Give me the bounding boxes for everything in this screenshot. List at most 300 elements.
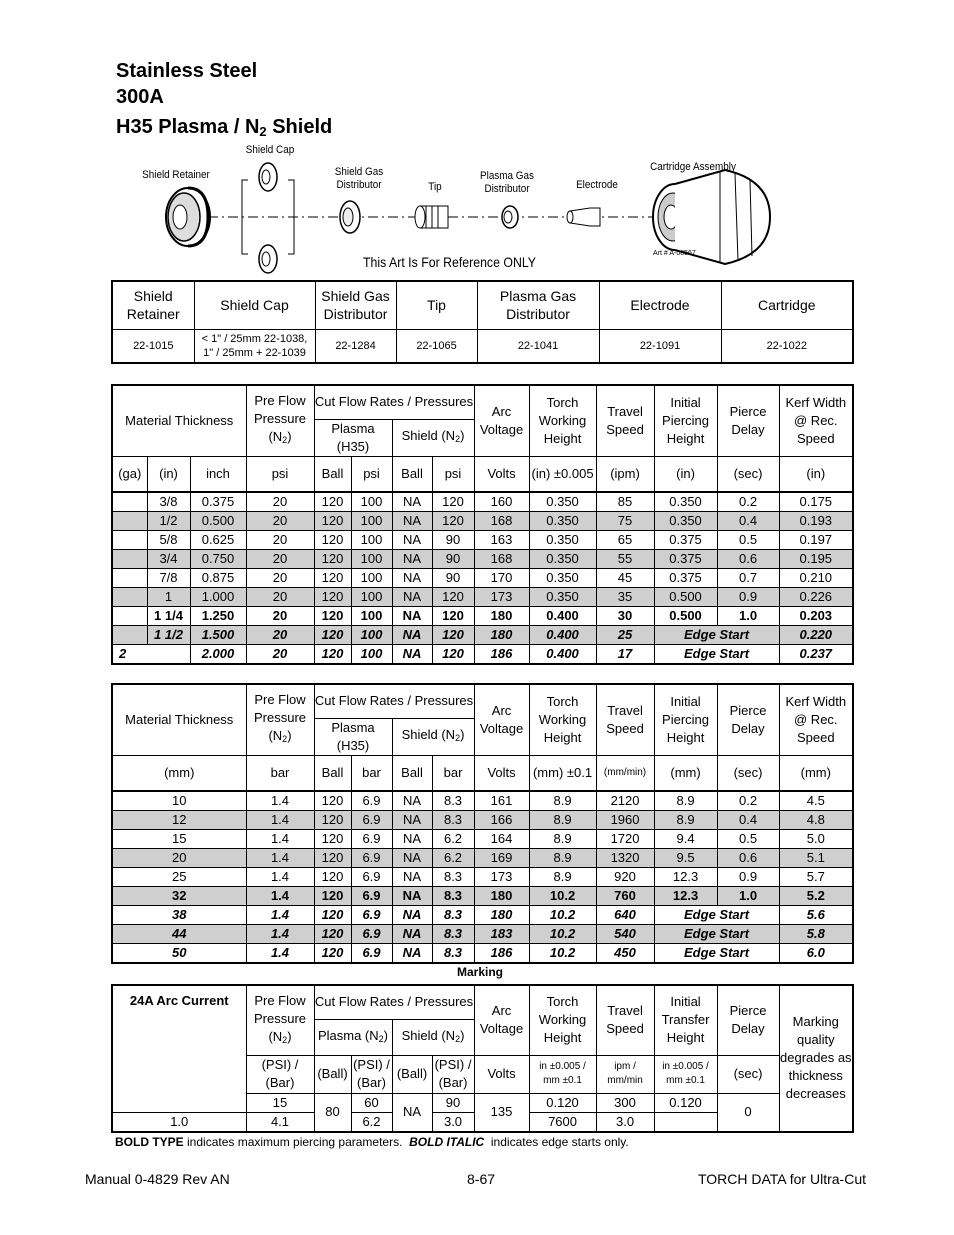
arc-voltage-header: Arc Voltage [474,684,529,755]
data-cell: 0.375 [654,531,717,550]
data-cell: 0.350 [654,492,717,512]
data-cell: 5.8 [779,925,853,944]
cut-flow-header: Cut Flow Rates / Pressures [314,985,474,1019]
table-row [112,512,853,531]
art-number: Art # A-08567 [653,250,696,257]
data-cell: 3/4 [147,550,190,569]
pierce-delay-header: Pierce Delay [717,684,779,755]
unit-cell: (in) [654,456,717,492]
data-cell: 8.9 [529,868,596,887]
data-cell: 8.3 [432,925,474,944]
data-cell: 20 [246,492,314,512]
table-row [112,531,853,550]
data-cell: 6.9 [351,944,392,964]
data-cell: 80 [314,1093,351,1132]
data-cell: 180 [474,887,529,906]
table-row [112,887,853,906]
data-cell: 60 [351,1093,392,1112]
data-cell: 120 [314,550,351,569]
data-cell: 100 [351,569,392,588]
unit-cell: Volts [474,1055,529,1093]
data-cell: 25 [112,868,246,887]
data-cell: 0.4 [717,811,779,830]
imperial-units-row [112,456,853,492]
data-cell: 120 [314,512,351,531]
data-cell: 4.8 [779,811,853,830]
torch-height-header: Torch Working Height [529,385,596,456]
data-cell: 20 [246,531,314,550]
data-cell: 3/8 [147,492,190,512]
tip-label: Tip [428,181,442,193]
data-cell: 8.3 [432,906,474,925]
unit-cell: (sec) [717,1055,779,1093]
unit-cell: psi [246,456,314,492]
page-title-amperage: 300A [116,86,164,108]
data-cell: 0 [717,1093,779,1132]
unit-cell: (mm) [779,755,853,791]
data-cell: 1.4 [246,868,314,887]
data-cell: NA [392,849,432,868]
unit-cell: bar [432,755,474,791]
data-cell [112,531,147,550]
data-cell: 0.5 [717,531,779,550]
data-cell: 120 [432,626,474,645]
data-cell: 55 [596,550,654,569]
data-cell: 6.2 [432,849,474,868]
data-cell: 0.350 [529,588,596,607]
data-cell: 8.9 [529,849,596,868]
table-row [112,550,853,569]
pierce-delay-header: Pierce Delay [717,385,779,456]
data-cell: 180 [474,626,529,645]
data-cell: 1/2 [147,512,190,531]
torch-height-header: Torch Working Height [529,684,596,755]
plasma-gas-distributor-label: Plasma Gas Distributor [480,170,534,195]
marking-chart [111,984,854,1133]
data-cell: 100 [351,492,392,512]
data-cell: 20 [246,550,314,569]
data-cell: 0.500 [654,607,717,626]
parts-header-cell: Shield Cap [194,281,315,329]
data-cell: 120 [314,887,351,906]
unit-cell: in ±0.005 / mm ±0.1 [529,1055,596,1093]
data-cell: NA [392,550,432,569]
data-cell: 65 [596,531,654,550]
marking-label: Marking [457,965,504,979]
data-cell: 2120 [596,791,654,811]
part-number-cell: 22-1065 [396,329,477,363]
data-cell: 6.9 [351,868,392,887]
data-cell: 9.5 [654,849,717,868]
piercing-height-header: Initial Piercing Height [654,684,717,755]
data-cell: 0.625 [190,531,246,550]
data-cell: 0.350 [529,531,596,550]
data-cell: 0.350 [529,550,596,569]
table-row [112,607,853,626]
cut-flow-header: Cut Flow Rates / Pressures [314,385,474,419]
data-cell: Edge Start [654,626,779,645]
data-cell: 120 [314,811,351,830]
arc-voltage-header: Arc Voltage [474,385,529,456]
data-cell: 920 [596,868,654,887]
unit-cell: bar [246,755,314,791]
unit-cell: (Ball) [392,1055,432,1093]
data-cell: 90 [432,569,474,588]
unit-cell: (mm) [654,755,717,791]
data-cell: 8.9 [529,811,596,830]
data-cell: NA [392,868,432,887]
data-cell [112,492,147,512]
unit-cell: (PSI) / (Bar) [246,1055,314,1093]
unit-cell: (mm/min) [596,755,654,791]
data-cell: 6.9 [351,887,392,906]
part-number-cell: 22-1091 [599,329,721,363]
data-cell: 6.2 [351,1112,392,1132]
data-cell: 30 [596,607,654,626]
data-cell: 10.2 [529,906,596,925]
data-cell: 0.237 [779,645,853,665]
data-cell: 163 [474,531,529,550]
data-cell: 161 [474,791,529,811]
data-cell: 173 [474,868,529,887]
data-cell: 120 [314,791,351,811]
unit-cell: psi [432,456,474,492]
data-cell: 0.226 [779,588,853,607]
unit-cell: (mm) ±0.1 [529,755,596,791]
data-cell: 760 [596,887,654,906]
data-cell: 1.4 [246,887,314,906]
footer-section: TORCH DATA for Ultra-Cut [697,1171,866,1187]
data-cell: 100 [351,626,392,645]
data-cell: 5.1 [779,849,853,868]
table-row [112,849,853,868]
table-row [112,626,853,645]
unit-cell: Ball [314,755,351,791]
data-cell: 1.4 [246,791,314,811]
data-cell: 5.6 [779,906,853,925]
data-cell: 180 [474,607,529,626]
data-cell: NA [392,830,432,849]
data-cell: 1960 [596,811,654,830]
data-cell: 0.7 [717,569,779,588]
parts-header-cell: Shield Retainer [112,281,194,329]
data-cell: 0.750 [190,550,246,569]
table-row [112,492,853,512]
data-cell: 168 [474,512,529,531]
data-cell: NA [392,887,432,906]
data-cell: 0.195 [779,550,853,569]
data-cell: 1320 [596,849,654,868]
data-cell: 0.400 [529,645,596,665]
data-cell: 1.250 [190,607,246,626]
table-row [112,811,853,830]
data-cell: 1 1/4 [147,607,190,626]
data-cell: NA [392,944,432,964]
data-cell: NA [392,607,432,626]
data-cell: 3.0 [596,1112,654,1132]
data-cell: 20 [246,645,314,665]
data-cell: 8.3 [432,944,474,964]
marking-quality-note: Marking quality degrades as thickness decreases [779,985,853,1132]
data-cell: 12.3 [654,887,717,906]
parts-header-row [112,281,853,329]
data-cell [112,550,147,569]
shield-header: Shield $(N_2)$ [392,718,474,755]
data-cell: 173 [474,588,529,607]
unit-cell: Volts [474,456,529,492]
data-cell: Edge Start [654,944,779,964]
data-cell: 8.3 [432,868,474,887]
data-cell: NA [392,512,432,531]
data-cell: NA [392,645,432,665]
data-cell: NA [392,906,432,925]
data-cell: 4.5 [779,791,853,811]
data-cell: 120 [432,492,474,512]
data-cell: 9.4 [654,830,717,849]
unit-cell: (in) [779,456,853,492]
data-cell: 120 [314,569,351,588]
data-cell: 640 [596,906,654,925]
data-cell: 186 [474,944,529,964]
torch-parts-illustration [120,140,840,280]
data-cell: 160 [474,492,529,512]
data-cell: 6.9 [351,925,392,944]
page-title-material: Stainless Steel [116,60,258,82]
data-cell: 0.193 [779,512,853,531]
data-cell: 1720 [596,830,654,849]
data-cell: 6.9 [351,830,392,849]
data-cell: 170 [474,569,529,588]
data-cell: 0.6 [717,849,779,868]
data-cell: NA [392,626,432,645]
metric-units-row [112,755,853,791]
arc-current-header: 24A Arc Current [112,985,246,1112]
data-cell: 0.220 [779,626,853,645]
data-cell: NA [392,588,432,607]
arc-voltage-header: Arc Voltage [474,985,529,1055]
torch-height-header: Torch Working Height [529,985,596,1055]
unit-cell: (sec) [717,755,779,791]
data-cell: 10 [112,791,246,811]
table-row [112,569,853,588]
data-cell: 6.9 [351,849,392,868]
data-cell: 450 [596,944,654,964]
parts-header-cell: Cartridge [721,281,853,329]
footer-manual: Manual 0-4829 Rev AN [85,1171,230,1187]
table-row [112,588,853,607]
data-cell: 100 [351,607,392,626]
parts-header-cell: Electrode [599,281,721,329]
part-number-cell: 22-1041 [477,329,599,363]
data-cell: 120 [314,645,351,665]
data-cell: 120 [314,492,351,512]
data-cell: 15 [246,1093,314,1112]
data-cell: 8.9 [529,830,596,849]
footer-page-number: 8-67 [467,1171,496,1187]
table-row [112,925,853,944]
data-cell: Edge Start [654,925,779,944]
table-row [112,944,853,964]
unit-cell: (in) ±0.005 [529,456,596,492]
data-cell: 0.120 [529,1093,596,1112]
data-cell: 100 [351,531,392,550]
data-cell [112,569,147,588]
data-cell: 166 [474,811,529,830]
travel-speed-header: Travel Speed [596,684,654,755]
data-cell: 0.350 [529,569,596,588]
data-cell: 0.375 [190,492,246,512]
preflow-header: Pre Flow Pressure $(N_2)$ [246,684,314,755]
shield-header: Shield $(N_2)$ [392,419,474,456]
data-cell: 120 [314,588,351,607]
unit-cell: Volts [474,755,529,791]
data-cell: 1.4 [246,906,314,925]
data-cell: 6.9 [351,811,392,830]
data-cell: 12.3 [654,868,717,887]
data-cell: 10.2 [529,887,596,906]
data-cell: 10.2 [529,944,596,964]
travel-speed-header: Travel Speed [596,985,654,1055]
table-row [112,868,853,887]
imperial-cut-chart [111,384,854,665]
data-cell: 0.9 [717,588,779,607]
data-cell: 0.400 [529,607,596,626]
data-cell: 0.197 [779,531,853,550]
kerf-width-header: Kerf Width @ Rec. Speed [779,684,853,755]
data-cell: 8.3 [432,887,474,906]
data-cell: 12 [112,811,246,830]
table-row [112,830,853,849]
data-cell: 100 [351,550,392,569]
data-cell: 120 [314,925,351,944]
data-cell: 8.3 [432,811,474,830]
pierce-delay-header: Pierce Delay [717,985,779,1055]
data-cell: 0.175 [779,492,853,512]
data-cell: 0.203 [779,607,853,626]
data-cell [112,588,147,607]
data-cell: 0.375 [654,550,717,569]
unit-cell: (Ball) [314,1055,351,1093]
data-cell: 17 [596,645,654,665]
shield-cap-label: Shield Cap [245,144,295,156]
data-cell: 6.0 [779,944,853,964]
parts-header-cell: Shield Gas Distributor [315,281,396,329]
data-cell: 120 [314,849,351,868]
unit-cell: (sec) [717,456,779,492]
unit-cell: ipm / mm/min [596,1055,654,1093]
page-title-gas: H35 Plasma / $N_2$ Shield [116,116,333,139]
data-cell: 540 [596,925,654,944]
data-cell: 168 [474,550,529,569]
data-cell: 0.120 [654,1093,717,1112]
unit-cell: (ga) [112,456,147,492]
data-cell: 0.500 [190,512,246,531]
table-row [112,906,853,925]
data-cell: 0.350 [654,512,717,531]
data-cell: 90 [432,531,474,550]
unit-cell: in ±0.005 / mm ±0.1 [654,1055,717,1093]
unit-cell: inch [190,456,246,492]
table-row [112,645,853,665]
data-cell: 5/8 [147,531,190,550]
data-cell: 120 [314,830,351,849]
data-cell: 6.9 [351,791,392,811]
unit-cell: Ball [314,456,351,492]
data-cell: NA [392,531,432,550]
data-cell: 1 1/2 [147,626,190,645]
data-cell: 183 [474,925,529,944]
data-cell: 120 [314,906,351,925]
material-thickness-header: Material Thickness [112,385,246,456]
data-cell: 32 [112,887,246,906]
data-cell: 44 [112,925,246,944]
data-cell: 1 [147,588,190,607]
preflow-header: Pre Flow Pressure $(N_2)$ [246,985,314,1055]
data-cell: 1.4 [246,944,314,964]
data-cell: 90 [432,1093,474,1112]
part-number-cell: 22-1022 [721,329,853,363]
data-cell: 169 [474,849,529,868]
parts-header-cell: Tip [396,281,477,329]
data-cell: 20 [246,588,314,607]
data-cell: 5.0 [779,830,853,849]
data-cell: 120 [314,607,351,626]
unit-cell: (PSI) / (Bar) [351,1055,392,1093]
data-cell: 100 [351,512,392,531]
data-cell: 0.2 [717,791,779,811]
data-cell: 164 [474,830,529,849]
data-cell: 50 [112,944,246,964]
data-cell: 180 [474,906,529,925]
data-cell: 120 [432,607,474,626]
unit-cell: Ball [392,456,432,492]
data-cell: 8.3 [432,791,474,811]
metric-header-row [112,684,853,718]
piercing-height-header: Initial Piercing Height [654,385,717,456]
data-cell: 6.2 [432,830,474,849]
data-cell: 7/8 [147,569,190,588]
data-cell: 15 [112,830,246,849]
data-cell: 1.4 [246,830,314,849]
data-cell: 90 [432,550,474,569]
parts-table [111,280,854,364]
data-cell: NA [392,791,432,811]
part-number-cell: 22-1015 [112,329,194,363]
preflow-header: Pre Flow Pressure $(N_2)$ [246,385,314,456]
data-cell: 1.4 [246,811,314,830]
data-cell: 8.9 [529,791,596,811]
data-cell: 35 [596,588,654,607]
part-number-cell: < 1" / 25mm 22-1038, 1" / 25mm + 22-1039 [194,329,315,363]
shield-header: Shield $(N_2)$ [392,1019,474,1055]
data-cell: 120 [314,626,351,645]
data-cell: 45 [596,569,654,588]
data-cell: 7600 [529,1112,596,1132]
unit-cell: (in) [147,456,190,492]
data-cell: NA [392,492,432,512]
data-cell: 6.9 [351,906,392,925]
data-cell: 1.0 [717,607,779,626]
reference-note: This Art Is For Reference ONLY [363,254,537,270]
data-cell: 20 [246,512,314,531]
table-row [112,791,853,811]
shield-retainer-label: Shield Retainer [142,169,210,181]
unit-cell: psi [351,456,392,492]
data-cell: 186 [474,645,529,665]
data-cell: 38 [112,906,246,925]
data-cell: 8.9 [654,791,717,811]
data-cell: NA [392,811,432,830]
